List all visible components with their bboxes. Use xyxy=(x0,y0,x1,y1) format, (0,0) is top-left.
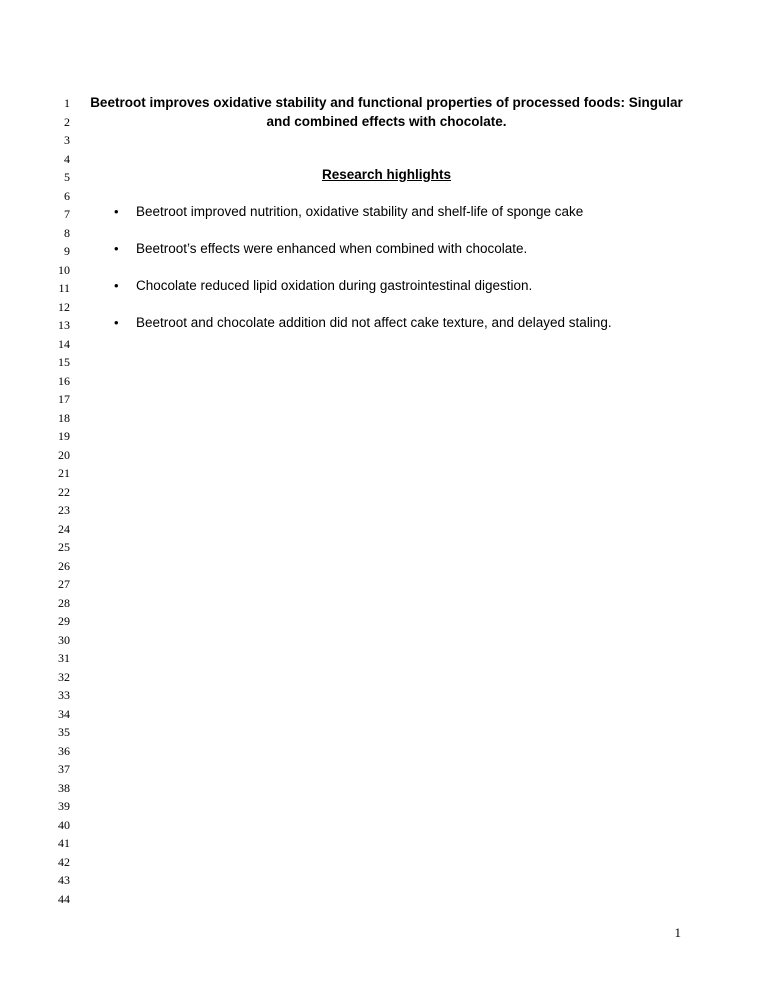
highlights-list xyxy=(112,203,712,351)
line-number: 19 xyxy=(58,429,70,443)
line-number: 28 xyxy=(58,595,70,610)
highlight-item xyxy=(112,277,712,314)
highlights-heading: Research highlights xyxy=(321,167,452,182)
highlight-item xyxy=(112,240,712,277)
highlight-text: Beetroot improved nutrition, oxidative stability and shelf-life of sponge cake xyxy=(136,204,584,219)
line-number: 18 xyxy=(58,410,70,425)
line-number-column xyxy=(40,94,70,908)
line-number: 25 xyxy=(58,540,70,554)
line-number: 30 xyxy=(58,632,70,647)
line-number: 23 xyxy=(58,503,70,517)
line-number: 4 xyxy=(64,151,70,166)
line-number: 2 xyxy=(64,114,70,129)
line-number: 9 xyxy=(64,244,70,258)
line-number: 44 xyxy=(58,891,70,906)
line-number: 40 xyxy=(58,817,70,832)
line-number: 33 xyxy=(58,688,70,702)
line-number: 1 xyxy=(64,96,70,110)
line-number: 10 xyxy=(58,262,70,277)
line-number: 38 xyxy=(58,780,70,795)
line-number: 5 xyxy=(64,170,70,184)
line-number: 12 xyxy=(58,299,70,314)
line-number: 35 xyxy=(58,725,70,739)
highlight-text: Chocolate reduced lipid oxidation during gastrointestinal digestion. xyxy=(136,278,533,293)
line-number: 15 xyxy=(58,355,70,369)
line-number: 3 xyxy=(64,133,70,147)
line-number: 27 xyxy=(58,577,70,591)
line-number: 20 xyxy=(58,447,70,462)
line-number: 24 xyxy=(58,521,70,536)
line-number: 17 xyxy=(58,392,70,406)
line-number: 42 xyxy=(58,854,70,869)
line-number: 8 xyxy=(64,225,70,240)
highlight-item xyxy=(112,314,712,351)
line-number: 21 xyxy=(58,466,70,480)
line-number: 14 xyxy=(58,336,70,351)
line-number: 22 xyxy=(58,484,70,499)
bullet-icon: • xyxy=(114,241,119,256)
line-number: 29 xyxy=(58,614,70,628)
line-number: 34 xyxy=(58,706,70,721)
line-number: 16 xyxy=(58,373,70,388)
line-number: 39 xyxy=(58,799,70,813)
line-number: 36 xyxy=(58,743,70,758)
page-number: 1 xyxy=(674,925,681,940)
line-number: 7 xyxy=(64,207,70,221)
highlight-item xyxy=(112,203,712,240)
line-number: 13 xyxy=(58,318,70,332)
line-number: 37 xyxy=(58,762,70,776)
line-number: 32 xyxy=(58,669,70,684)
bullet-icon: • xyxy=(114,278,119,293)
line-number: 41 xyxy=(58,836,70,850)
line-number: 31 xyxy=(58,651,70,665)
line-number: 43 xyxy=(58,873,70,887)
bullet-icon: • xyxy=(114,315,119,330)
line-number: 11 xyxy=(58,281,70,295)
bullet-icon: • xyxy=(114,204,119,219)
highlight-text: Beetroot and chocolate addition did not affect cake texture, and delayed staling. xyxy=(136,315,612,330)
line-number: 6 xyxy=(64,188,70,203)
highlight-text: Beetroot’s effects were enhanced when combined with chocolate. xyxy=(136,241,528,256)
paper-title: Beetroot improves oxidative stability and functional properties of processed foods: Singular and combined effects with chocolate. xyxy=(90,95,683,129)
line-number: 26 xyxy=(58,558,70,573)
